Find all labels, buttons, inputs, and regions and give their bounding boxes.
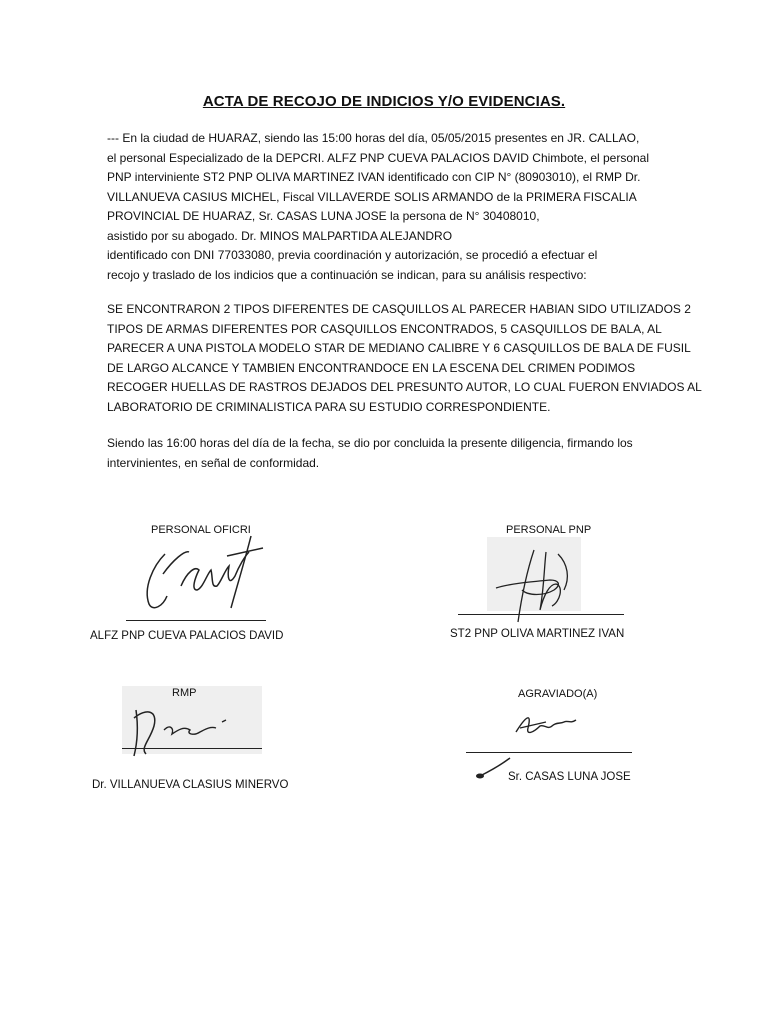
signatory-name-pnp: ST2 PNP OLIVA MARTINEZ IVAN xyxy=(450,628,625,640)
signature-pnp xyxy=(488,544,578,634)
signature-label-oficri: PERSONAL OFICRI xyxy=(151,524,251,536)
paragraph-closing xyxy=(107,434,667,473)
signature-rmp xyxy=(124,700,244,764)
text-line: DE LARGO ALCANCE Y TAMBIEN ENCONTRANDOCE EN LA ESCENA DEL CRIMEN PODIMOS xyxy=(107,360,636,375)
signatory-name-agraviado: Sr. CASAS LUNA JOSE xyxy=(508,771,631,783)
text-line: RECOGER HUELLAS DE RASTROS DEJADOS DEL PRESUNTO AUTOR, LO CUAL FUERON ENVIADOS AL xyxy=(107,380,702,394)
signature-agraviado xyxy=(466,702,596,782)
text-line: SE ENCONTRARON 2 TIPOS DIFERENTES DE CASQUILLOS AL PARECER HABIAN SIDO UTILIZADOS 2 xyxy=(107,302,691,316)
text-line: LABORATORIO DE CRIMINALISTICA PARA SU ESTUDIO CORRESPONDIENTE. xyxy=(107,399,551,414)
paragraph-intro xyxy=(107,129,667,285)
text-line: PROVINCIAL DE HUARAZ, Sr. CASAS LUNA JOSE la persona de N° 30408010, xyxy=(107,209,540,223)
signature-label-rmp: RMP xyxy=(172,687,197,699)
signature-oficri xyxy=(133,526,273,618)
text-line: Siendo las 16:00 horas del día de la fecha, se dio por concluida la presente diligencia, firmando los xyxy=(107,436,633,450)
signature-label-pnp: PERSONAL PNP xyxy=(506,524,592,536)
text-line: identificado con DNI 77033080, previa coordinación y autorización, se procedió a efectuar el xyxy=(107,248,598,262)
signatory-name-oficri: ALFZ PNP CUEVA PALACIOS DAVID xyxy=(90,630,284,642)
signature-line xyxy=(122,748,262,749)
signature-label-agraviado: AGRAVIADO(A) xyxy=(518,688,598,700)
text-line: --- En la ciudad de HUARAZ, siendo las 15:00 horas del día, 05/05/2015 presentes en JR. CALLAO, xyxy=(107,131,640,145)
text-line: PARECER A UNA PISTOLA MODELO STAR DE MEDIANO CALIBRE Y 6 CASQUILLOS DE BALA DE FUSIL xyxy=(107,341,691,355)
signature-line xyxy=(126,620,266,621)
signature-line xyxy=(458,614,624,615)
text-line: asistido por su abogado. Dr. MINOS MALPARTIDA ALEJANDRO xyxy=(107,228,453,243)
text-line: PNP interviniente ST2 PNP OLIVA MARTINEZ IVAN identificado con CIP N° (80903010), el RMP Dr. xyxy=(107,170,641,184)
signatory-name-rmp: Dr. VILLANUEVA CLASIUS MINERVO xyxy=(92,779,289,791)
paragraph-findings xyxy=(107,300,702,417)
text-line: VILLANUEVA CASIUS MICHEL, Fiscal VILLAVERDE SOLIS ARMANDO de la PRIMERA FISCALIA xyxy=(107,189,637,204)
text-line: intervinientes, en señal de conformidad. xyxy=(107,455,320,470)
text-line: el personal Especializado de la DEPCRI. ALFZ PNP CUEVA PALACIOS DAVID Chimbote, el personal xyxy=(107,150,650,165)
signature-line xyxy=(466,752,632,753)
text-line: TIPOS DE ARMAS DIFERENTES POR CASQUILLOS ENCONTRADOS, 5 CASQUILLOS DE BALA, AL xyxy=(107,321,662,336)
text-line: recojo y traslado de los indicios que a continuación se indican, para su análisis respectivo: xyxy=(107,267,587,282)
document-title: ACTA DE RECOJO DE INDICIOS Y/O EVIDENCIAS. xyxy=(202,93,566,110)
